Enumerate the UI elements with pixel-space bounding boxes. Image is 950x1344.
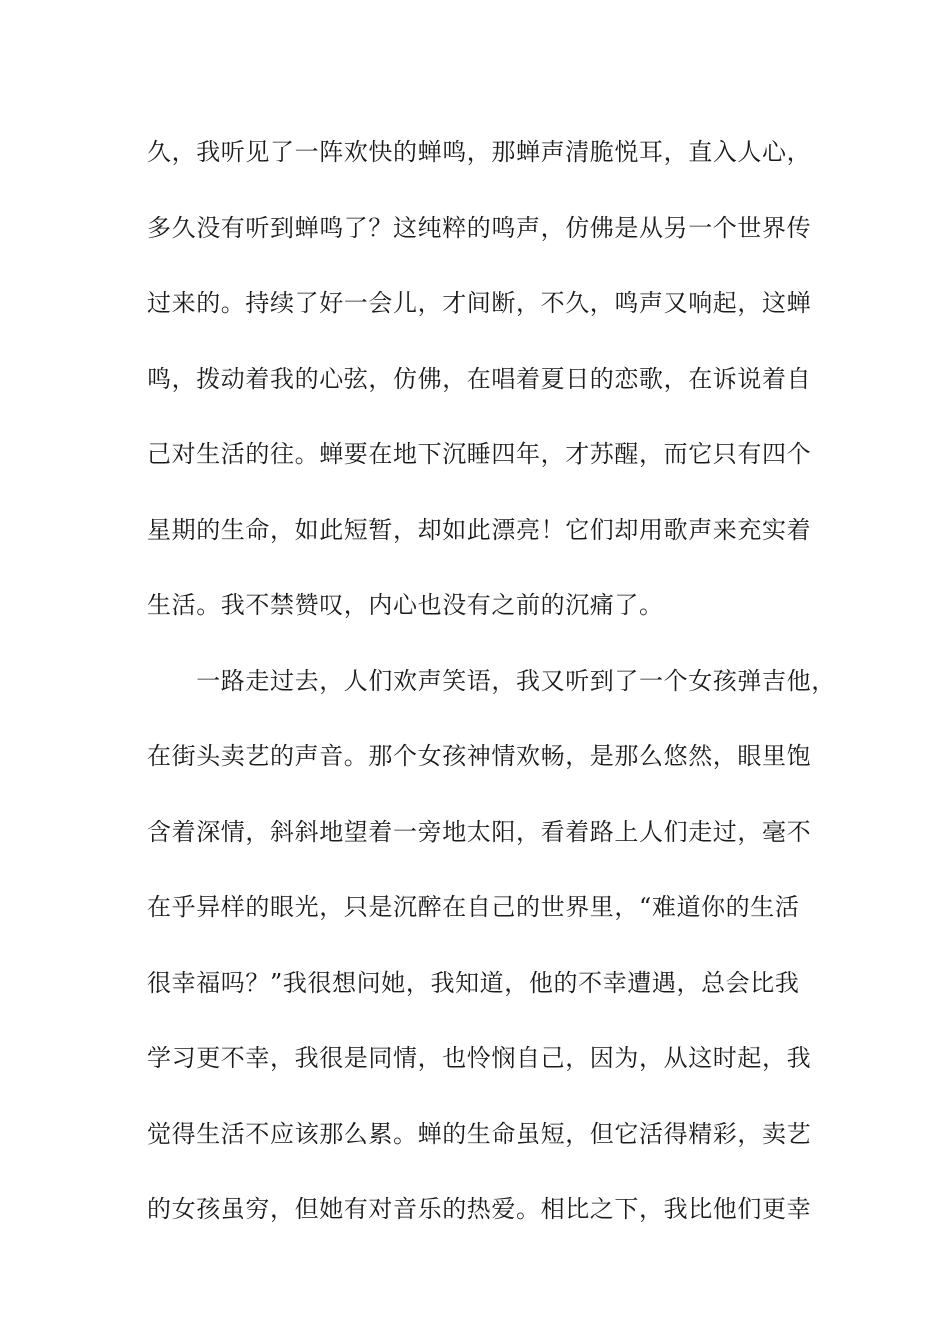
text-line: 过来的。持续了好一会儿，才间断，不久，鸣声又响起，这蝉 bbox=[147, 289, 812, 317]
text-line: 在街头卖艺的声音。那个女孩神情欢畅，是那么悠然，眼里饱 bbox=[147, 742, 812, 770]
text-line: 很幸福吗？”我很想问她，我知道，他的不幸遭遇，总会比我 bbox=[147, 968, 800, 997]
text-line: 一路走过去，人们欢声笑语，我又听到了一个女孩弹吉他， bbox=[147, 666, 836, 695]
text-line: 在乎异样的眼光，只是沉醉在自己的世界里，“难道你的生活 bbox=[147, 893, 800, 921]
text-line: 学习更不幸，我很是同情，也怜悯自己，因为，从这时起，我 bbox=[147, 1044, 812, 1072]
text-line: 己对生活的往。蝉要在地下沉睡四年，才苏醒，而它只有四个 bbox=[147, 440, 812, 468]
text-line: 久，我听见了一阵欢快的蝉鸣，那蝉声清脆悦耳，直入人心， bbox=[147, 138, 812, 166]
text-line: 含着深情，斜斜地望着一旁地太阳，看着路上人们走过，毫不 bbox=[147, 817, 812, 846]
text-line: 多久没有听到蝉鸣了？这纯粹的鸣声，仿佛是从另一个世界传 bbox=[147, 213, 812, 242]
text-line: 星期的生命，如此短暂，却如此漂亮！它们却用歌声来充实着 bbox=[147, 515, 812, 544]
body-text bbox=[147, 128, 836, 1261]
text-line: 生活。我不禁赞叹，内心也没有之前的沉痛了。 bbox=[147, 591, 664, 619]
text-line: 鸣，拨动着我的心弦，仿佛，在唱着夏日的恋歌，在诉说着自 bbox=[147, 364, 812, 393]
text-line: 的女孩虽穷，但她有对音乐的热爱。相比之下，我比他们更幸 bbox=[147, 1195, 812, 1223]
text-line: 觉得生活不应该那么累。蝉的生命虽短，但它活得精彩，卖艺 bbox=[147, 1119, 812, 1148]
